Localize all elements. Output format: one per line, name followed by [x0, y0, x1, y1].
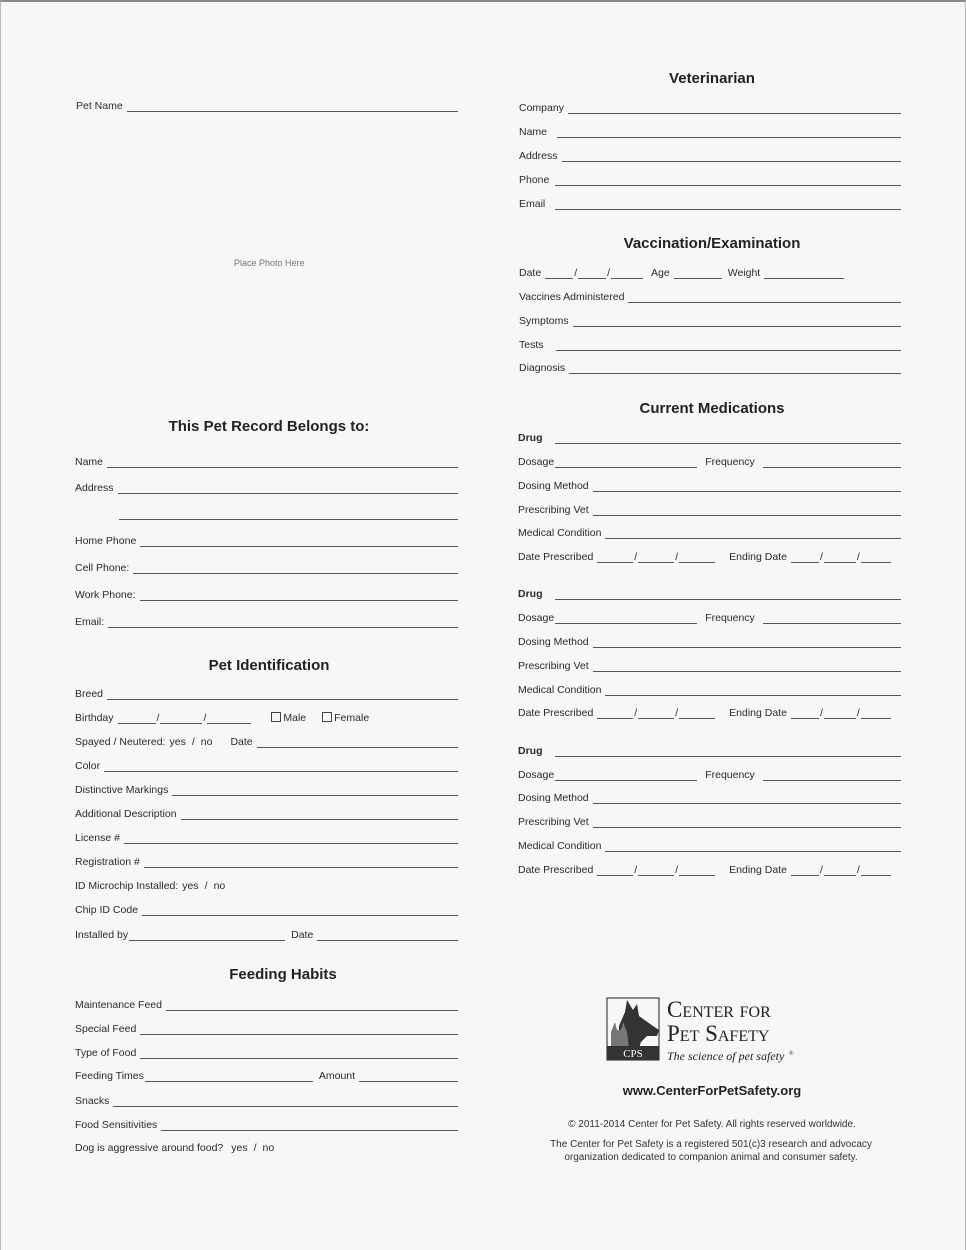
pet-name-field[interactable] [76, 98, 458, 112]
prescribed-day[interactable] [638, 551, 674, 563]
drug-field[interactable] [518, 586, 901, 600]
dosing-method-line[interactable] [593, 792, 901, 804]
footer-line-2: organization dedicated to companion animal and consumer safety. [564, 1152, 858, 1163]
veterinarian-heading: Veterinarian [669, 70, 755, 87]
food-type-field[interactable] [75, 1045, 458, 1059]
ending-month[interactable] [791, 551, 819, 563]
slash: / [574, 267, 578, 279]
license-field[interactable] [75, 830, 458, 844]
maintenance-feed-label: Maintenance Feed [75, 999, 162, 1011]
special-feed-line[interactable] [140, 1023, 458, 1035]
vaccination-heading: Vaccination/Examination [623, 235, 801, 252]
medical-condition-label: Medical Condition [518, 684, 602, 696]
amount-label: Amount [318, 1070, 356, 1082]
special-feed-field[interactable] [75, 1021, 458, 1035]
breed-label: Breed [75, 688, 104, 700]
symptoms-label: Symptoms [519, 315, 569, 327]
medical-condition-field[interactable] [518, 525, 901, 539]
tests-line[interactable] [556, 339, 901, 351]
slash: / [675, 707, 679, 719]
dog-cat-silhouette-icon [605, 990, 815, 1068]
vet-address-line[interactable] [562, 150, 901, 162]
frequency-line[interactable] [763, 769, 901, 781]
owner-address-field[interactable] [75, 480, 458, 494]
food-sensitivities-line[interactable] [161, 1119, 458, 1131]
cps-abbr: CPS [623, 1048, 643, 1060]
installed-by-field[interactable] [75, 927, 458, 941]
vacc-weight-line[interactable] [764, 267, 844, 279]
birthday-day[interactable] [160, 712, 202, 724]
chip-code-line[interactable] [142, 904, 458, 916]
date-prescribed-label: Date Prescribed [518, 551, 594, 563]
pet-name-line[interactable] [127, 100, 458, 112]
prescribing-vet-line[interactable] [593, 660, 901, 672]
dosage-label: Dosage [518, 456, 555, 468]
aggressive-field[interactable] [75, 1140, 458, 1154]
symptoms-field[interactable] [519, 313, 901, 327]
frequency-line[interactable] [763, 456, 901, 468]
cell-phone-line[interactable] [133, 562, 458, 574]
frequency-line[interactable] [763, 612, 901, 624]
prescribing-vet-line[interactable] [593, 816, 901, 828]
dosing-method-field[interactable] [518, 634, 901, 648]
breed-field[interactable] [75, 686, 458, 700]
cps-logo [605, 990, 815, 1073]
vacc-age-label: Age [651, 267, 670, 279]
ending-date-label: Ending Date [729, 551, 787, 563]
logo-tagline: The science of pet safety [667, 1049, 785, 1063]
home-phone-label: Home Phone [75, 535, 137, 547]
dosing-method-line[interactable] [593, 636, 901, 648]
logo-line-1: Center for [667, 997, 771, 1022]
spayed-date-label: Date [230, 736, 253, 748]
work-phone-line[interactable] [140, 589, 458, 601]
slash: / [634, 551, 638, 563]
dosing-method-field[interactable] [518, 790, 901, 804]
vet-name-line[interactable] [557, 126, 901, 138]
prescribing-vet-field[interactable] [518, 502, 901, 516]
snacks-field[interactable] [75, 1093, 458, 1107]
slash: / [856, 864, 860, 876]
installed-by-label: Installed by [75, 929, 129, 941]
microchip-label: ID Microchip Installed: [75, 880, 179, 892]
chip-code-label: Chip ID Code [75, 904, 139, 916]
dosage-line[interactable] [555, 769, 697, 781]
vet-name-field[interactable] [519, 124, 901, 138]
owner-address-line-2[interactable] [119, 508, 458, 520]
male-checkbox[interactable] [271, 712, 281, 722]
dosage-field[interactable] [518, 454, 901, 468]
additional-description-label: Additional Description [75, 808, 177, 820]
medical-condition-field[interactable] [518, 838, 901, 852]
vacc-date-day[interactable] [578, 267, 606, 279]
vet-company-field[interactable] [519, 100, 901, 114]
ending-month[interactable] [791, 864, 819, 876]
birthday-label: Birthday [75, 712, 114, 724]
drug-label: Drug [518, 588, 543, 600]
logo-line-2: Pet Safety [667, 1021, 770, 1046]
slash: / [634, 864, 638, 876]
date-prescribed-field[interactable] [518, 862, 908, 876]
breed-line[interactable] [107, 688, 458, 700]
amount-line[interactable] [359, 1070, 458, 1082]
slash: / [191, 736, 195, 748]
slash: / [819, 864, 823, 876]
markings-label: Distinctive Markings [75, 784, 169, 796]
prescribed-year[interactable] [679, 864, 715, 876]
drug-label: Drug [518, 745, 543, 757]
birthday-month[interactable] [118, 712, 156, 724]
vet-company-label: Company [519, 102, 564, 114]
diagnosis-line[interactable] [569, 362, 901, 374]
dosing-method-label: Dosing Method [518, 792, 589, 804]
vaccines-line[interactable] [628, 291, 901, 303]
female-label: Female [334, 712, 370, 724]
dosing-method-label: Dosing Method [518, 480, 589, 492]
microchip-yes[interactable]: yes [182, 880, 199, 892]
maintenance-feed-field[interactable] [75, 997, 458, 1011]
installed-by-line[interactable] [129, 929, 285, 941]
additional-description-field[interactable] [75, 806, 458, 820]
pet-name-label: Pet Name [76, 100, 123, 112]
dosage-field[interactable] [518, 610, 901, 624]
frequency-label: Frequency [705, 612, 755, 624]
symptoms-line[interactable] [573, 315, 901, 327]
home-phone-line[interactable] [140, 535, 458, 547]
food-type-line[interactable] [140, 1047, 458, 1059]
vet-address-field[interactable] [519, 148, 901, 162]
food-sensitivities-label: Food Sensitivities [75, 1119, 158, 1131]
aggressive-no[interactable]: no [262, 1142, 275, 1154]
registration-line[interactable] [144, 856, 458, 868]
copyright-text: © 2011-2014 Center for Pet Safety. All rights reserved worldwide. [568, 1119, 856, 1130]
work-phone-field[interactable] [75, 587, 458, 601]
slash: / [204, 880, 208, 892]
ending-month[interactable] [791, 707, 819, 719]
frequency-label: Frequency [705, 769, 755, 781]
drug-line[interactable] [555, 432, 902, 444]
slash: / [819, 551, 823, 563]
birthday-field[interactable] [75, 710, 375, 724]
dosage-field[interactable] [518, 767, 901, 781]
medical-condition-label: Medical Condition [518, 527, 602, 539]
markings-line[interactable] [172, 784, 458, 796]
footer-line-1: The Center for Pet Safety is a registered 501(c)3 research and advocacy [550, 1139, 872, 1150]
prescribing-vet-field[interactable] [518, 658, 901, 672]
female-option[interactable] [322, 712, 369, 724]
slash: / [203, 712, 207, 724]
date-prescribed-label: Date Prescribed [518, 864, 594, 876]
dosing-method-line[interactable] [593, 480, 901, 492]
registered-mark: ® [789, 1051, 794, 1057]
medications-heading: Current Medications [639, 400, 785, 417]
vaccines-field[interactable] [519, 289, 901, 303]
food-sensitivities-field[interactable] [75, 1117, 458, 1131]
prescribing-vet-line[interactable] [593, 504, 901, 516]
medical-condition-field[interactable] [518, 682, 901, 696]
slash: / [675, 864, 679, 876]
special-feed-label: Special Feed [75, 1023, 137, 1035]
registration-label: Registration # [75, 856, 140, 868]
date-prescribed-field[interactable] [518, 549, 908, 563]
drug-field[interactable] [518, 743, 901, 757]
dosing-method-field[interactable] [518, 478, 901, 492]
chip-code-field[interactable] [75, 902, 458, 916]
cell-phone-label: Cell Phone: [75, 562, 130, 574]
slash: / [856, 707, 860, 719]
vet-phone-label: Phone [519, 174, 550, 186]
ending-year[interactable] [861, 864, 891, 876]
dosage-label: Dosage [518, 612, 555, 624]
aggressive-label: Dog is aggressive around food? [75, 1142, 224, 1154]
ending-year[interactable] [861, 707, 891, 719]
home-phone-field[interactable] [75, 533, 458, 547]
dosage-line[interactable] [555, 612, 697, 624]
color-line[interactable] [104, 760, 458, 772]
owner-name-field[interactable] [75, 454, 458, 468]
spayed-yes[interactable]: yes [169, 736, 186, 748]
work-phone-label: Work Phone: [75, 589, 136, 601]
microchip-field[interactable] [75, 878, 458, 892]
ending-date-label: Ending Date [729, 707, 787, 719]
installed-date-line[interactable] [317, 929, 458, 941]
vaccination-date-field[interactable] [519, 265, 859, 279]
additional-description-line[interactable] [181, 808, 458, 820]
spayed-field[interactable] [75, 734, 458, 748]
license-line[interactable] [124, 832, 458, 844]
spayed-no[interactable]: no [200, 736, 213, 748]
vacc-date-label: Date [519, 267, 542, 279]
slash: / [634, 707, 638, 719]
photo-placeholder: Place Photo Here [234, 258, 305, 268]
prescribed-year[interactable] [679, 707, 715, 719]
vet-company-line[interactable] [568, 102, 901, 114]
diagnosis-field[interactable] [519, 360, 901, 374]
slash: / [819, 707, 823, 719]
feeding-times-field[interactable] [75, 1068, 458, 1082]
slash: / [856, 551, 860, 563]
identification-heading: Pet Identification [208, 657, 330, 674]
registration-field[interactable] [75, 854, 458, 868]
ending-day[interactable] [824, 707, 856, 719]
vet-email-line[interactable] [555, 198, 901, 210]
license-label: License # [75, 832, 120, 844]
vacc-age-line[interactable] [674, 267, 722, 279]
prescribed-month[interactable] [597, 864, 633, 876]
color-label: Color [75, 760, 101, 772]
vet-email-label: Email [519, 198, 546, 210]
slash: / [253, 1142, 257, 1154]
female-checkbox[interactable] [322, 712, 332, 722]
drug-label: Drug [518, 432, 543, 444]
prescribing-vet-label: Prescribing Vet [518, 504, 589, 516]
installed-date-label: Date [291, 929, 314, 941]
male-label: Male [283, 712, 307, 724]
male-option[interactable] [271, 712, 306, 724]
spayed-label: Spayed / Neutered: [75, 736, 166, 748]
prescribing-vet-field[interactable] [518, 814, 901, 828]
owner-address-label: Address [75, 482, 114, 494]
snacks-line[interactable] [113, 1095, 458, 1107]
medical-condition-line[interactable] [605, 840, 901, 852]
prescribing-vet-label: Prescribing Vet [518, 660, 589, 672]
dosage-line[interactable] [555, 456, 697, 468]
drug-line[interactable] [555, 588, 902, 600]
vet-address-label: Address [519, 150, 558, 162]
ending-day[interactable] [824, 551, 856, 563]
tests-label: Tests [519, 339, 544, 351]
owner-address-line[interactable] [118, 482, 458, 494]
vet-name-label: Name [519, 126, 548, 138]
owner-name-label: Name [75, 456, 104, 468]
ending-day[interactable] [824, 864, 856, 876]
ending-date-label: Ending Date [729, 864, 787, 876]
aggressive-yes[interactable]: yes [231, 1142, 248, 1154]
prescribing-vet-label: Prescribing Vet [518, 816, 589, 828]
feeding-times-label: Feeding Times [75, 1070, 144, 1082]
medical-condition-line[interactable] [605, 684, 901, 696]
owner-email-line[interactable] [108, 616, 458, 628]
owner-address-field-2[interactable] [119, 506, 458, 520]
owner-email-label: Email: [75, 616, 105, 628]
date-prescribed-field[interactable] [518, 705, 908, 719]
prescribed-month[interactable] [597, 551, 633, 563]
prescribed-year[interactable] [679, 551, 715, 563]
prescribed-month[interactable] [597, 707, 633, 719]
cell-phone-field[interactable] [75, 560, 458, 574]
feeding-times-line[interactable] [145, 1070, 313, 1082]
prescribed-day[interactable] [638, 864, 674, 876]
vet-phone-field[interactable] [519, 172, 901, 186]
spayed-date-line[interactable] [257, 736, 458, 748]
medical-condition-label: Medical Condition [518, 840, 602, 852]
dosing-method-label: Dosing Method [518, 636, 589, 648]
ending-year[interactable] [861, 551, 891, 563]
feeding-heading: Feeding Habits [229, 966, 337, 983]
owner-email-field[interactable] [75, 614, 458, 628]
slash: / [675, 551, 679, 563]
dosage-label: Dosage [518, 769, 555, 781]
slash: / [607, 267, 611, 279]
vacc-weight-label: Weight [727, 267, 761, 279]
slash: / [156, 712, 160, 724]
date-prescribed-label: Date Prescribed [518, 707, 594, 719]
snacks-label: Snacks [75, 1095, 110, 1107]
birthday-year[interactable] [207, 712, 251, 724]
vacc-date-month[interactable] [545, 267, 573, 279]
medical-condition-line[interactable] [605, 527, 901, 539]
owner-heading: This Pet Record Belongs to: [168, 418, 370, 435]
vacc-date-year[interactable] [611, 267, 643, 279]
vaccines-label: Vaccines Administered [519, 291, 625, 303]
drug-field[interactable] [518, 430, 901, 444]
vet-phone-line[interactable] [555, 174, 901, 186]
owner-name-line[interactable] [107, 456, 458, 468]
markings-field[interactable] [75, 782, 458, 796]
frequency-label: Frequency [705, 456, 755, 468]
tests-field[interactable] [519, 337, 901, 351]
maintenance-feed-line[interactable] [166, 999, 458, 1011]
diagnosis-label: Diagnosis [519, 362, 566, 374]
drug-line[interactable] [555, 745, 902, 757]
color-field[interactable] [75, 758, 458, 772]
food-type-label: Type of Food [75, 1047, 137, 1059]
microchip-no[interactable]: no [213, 880, 226, 892]
website-link[interactable]: www.CenterForPetSafety.org [622, 1083, 802, 1098]
prescribed-day[interactable] [638, 707, 674, 719]
vet-email-field[interactable] [519, 196, 901, 210]
